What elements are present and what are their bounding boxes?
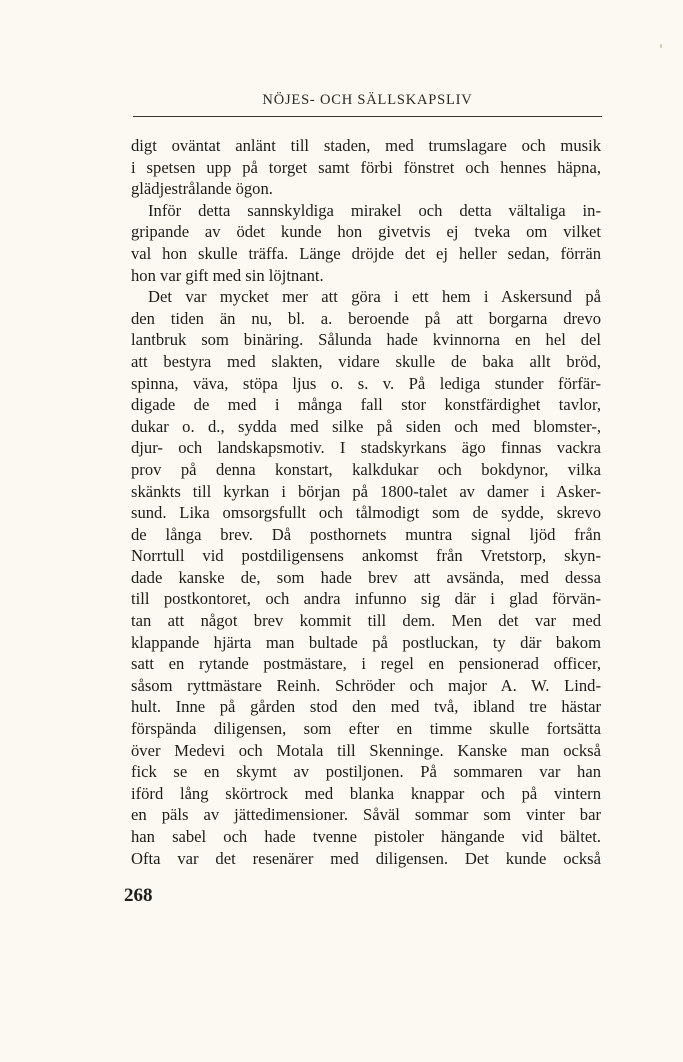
text-line: dade kanske de, som hade brev att avsända, med dessa (131, 567, 601, 587)
text-line: hult. Inne på gården stod den med två, ibland tre hästar (131, 697, 601, 717)
text-line: Norrtull vid postdiligensens ankomst från Vretstorp, skyn- (131, 546, 601, 566)
text-line: hon var gift med sin löjtnant. (131, 265, 324, 285)
running-head: NÖJES- OCH SÄLLSKAPSLIV (262, 92, 473, 108)
text-line: val hon skulle träffa. Länge dröjde det ej heller sedan, förrän (131, 243, 601, 263)
text-line: såsom ryttmästare Reinh. Schröder och major A. W. Lind- (131, 675, 601, 695)
text-line: de långa brev. Då posthornets muntra signal ljöd från (131, 524, 601, 544)
text-line: djur- och landskapsmotiv. I stadskyrkans ägo finnas vackra (131, 438, 601, 458)
text-line: skänkts till kyrkan i början på 1800-talet av damer i Asker- (131, 481, 601, 501)
text-line: den tiden än nu, bl. a. beroende på att borgarna drevo (131, 308, 601, 328)
text-line: glädjestrålande ögon. (131, 179, 273, 199)
text-line: spinna, väva, stöpa ljus o. s. v. På lediga stunder förfär- (131, 373, 601, 393)
text-line: att bestyra med slakten, vidare skulle de baka allt bröd, (131, 351, 601, 371)
text-line: prov på denna konstart, kalkdukar och bokdynor, vilka (131, 459, 601, 479)
text-line: fick se en skymt av postiljonen. På sommaren var han (131, 762, 601, 782)
text-line: iförd lång skörtrock med blanka knappar och på vintern (131, 783, 601, 803)
text-line: i spetsen upp på torget samt förbi fönstret och hennes häpna, (131, 157, 601, 177)
text-line: sund. Lika omsorgsfullt och tålmodigt som de sydde, skrevo (131, 503, 601, 523)
text-line: klappande hjärta man bultade på postluckan, ty där bakom (131, 632, 601, 652)
text-line: Inför detta sannskyldiga mirakel och detta vältaliga in- (148, 200, 601, 220)
paper-speck (660, 44, 662, 48)
text-line: gripande av ödet kunde hon givetvis ej tveka om vilket (131, 222, 601, 242)
text-line: digt oväntat anlänt till staden, med trumslagare och musik (131, 136, 601, 155)
text-line: han sabel och hade tvenne pistoler hängande vid bältet. (131, 827, 601, 846)
text-line: satt en rytande postmästare, i regel en pensionerad officer, (131, 654, 601, 674)
text-line: lantbruk som binäring. Sålunda hade kvinnorna en hel del (131, 330, 601, 350)
text-line: digade de med i många fall stor konstfärdighet tavlor, (131, 395, 601, 415)
text-line: tan att något brev kommit till dem. Men det var med (131, 611, 601, 631)
text-line: Det var mycket mer att göra i ett hem i Askersund på (148, 287, 601, 307)
text-line: dukar o. d., sydda med silke på siden och med blomster-, (131, 416, 601, 436)
text-line: en päls av jättedimensioner. Såväl sommar som vinter bar (131, 805, 601, 825)
text-line: över Medevi och Motala till Skenninge. Kanske man också (131, 740, 601, 760)
text-line: Ofta var det resenärer med diligensen. Det kunde också (131, 848, 601, 868)
page-number: 268 (124, 885, 153, 906)
text-line: förspända diligensen, som efter en timme skulle fortsätta (131, 719, 601, 739)
header-rule (133, 116, 602, 117)
text-line: till postkontoret, och andra infunno sig där i glad förvän- (131, 589, 601, 609)
body-text (131, 135, 601, 869)
